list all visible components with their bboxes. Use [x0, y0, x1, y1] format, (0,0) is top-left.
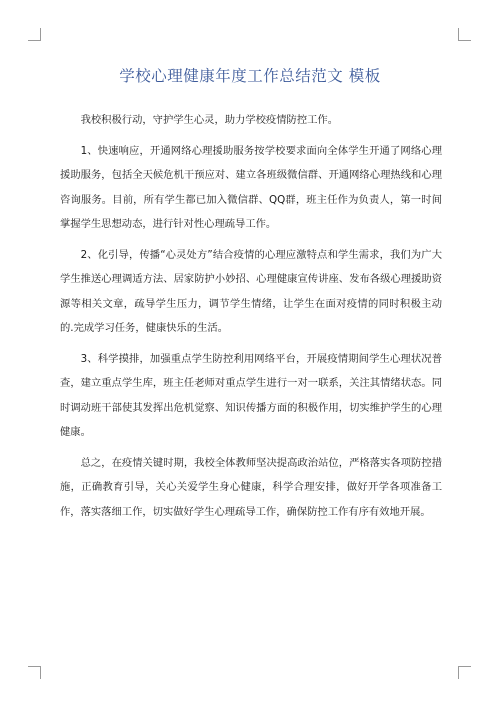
paragraph-item-2: 2、化引导，传播“心灵处方”结合疫情的心理应激特点和学生需求，我们为广大学生推送心理调适方法、居家防护小妙招、心理健康宣传讲座、发布各级心理援助资源等相关文章，疏导学生压力，调节学生情绪，让学生在面对疫情的同时积极主动的.完成学习任务，健康快乐的生活。 — [60, 248, 442, 334]
crop-mark-bottom-right — [458, 666, 471, 679]
crop-mark-top-right — [458, 28, 471, 41]
paragraph-summary: 总之，在疫情关键时期，我校全体教师坚决提高政治站位，严格落实各项防控措施，正确教育引导，关心关爱学生身心健康，科学合理安排，做好开学各项准备工作，落实落细工作，切实做好学生心理疏导工作，确保防控工作有序有效地开展。 — [60, 456, 442, 518]
document-title: 学校心理健康年度工作总结范文 模板 — [119, 67, 381, 85]
paragraph-item-3: 3、科学摸排，加强重点学生防控利用网络平台，开展疫情期间学生心理状况普查，建立重点学生库，班主任老师对重点学生进行一对一联系，关注其情绪状态。同时调动班干部使其发挥出危机觉察、知识传播方面的积极作用，切实维护学生的心理健康。 — [60, 352, 442, 438]
document-body — [60, 108, 442, 530]
paragraph-item-1: 1、快速响应，开通网络心理援助服务按学校要求面向全体学生开通了网络心理援助服务，包括全天候危机干预应对、建立各班级微信群、开通网络心理热线和心理咨询服务。目前，所有学生都已加入微信群、QQ群，班主任作为负责人，第一时间掌握学生思想动态，进行针对性心理疏导工作。 — [60, 144, 442, 230]
crop-mark-top-left — [28, 28, 41, 41]
paragraph-intro: 我校积极行动，守护学生心灵，助力学校疫情防控工作。 — [80, 114, 339, 126]
crop-mark-bottom-left — [28, 666, 41, 679]
